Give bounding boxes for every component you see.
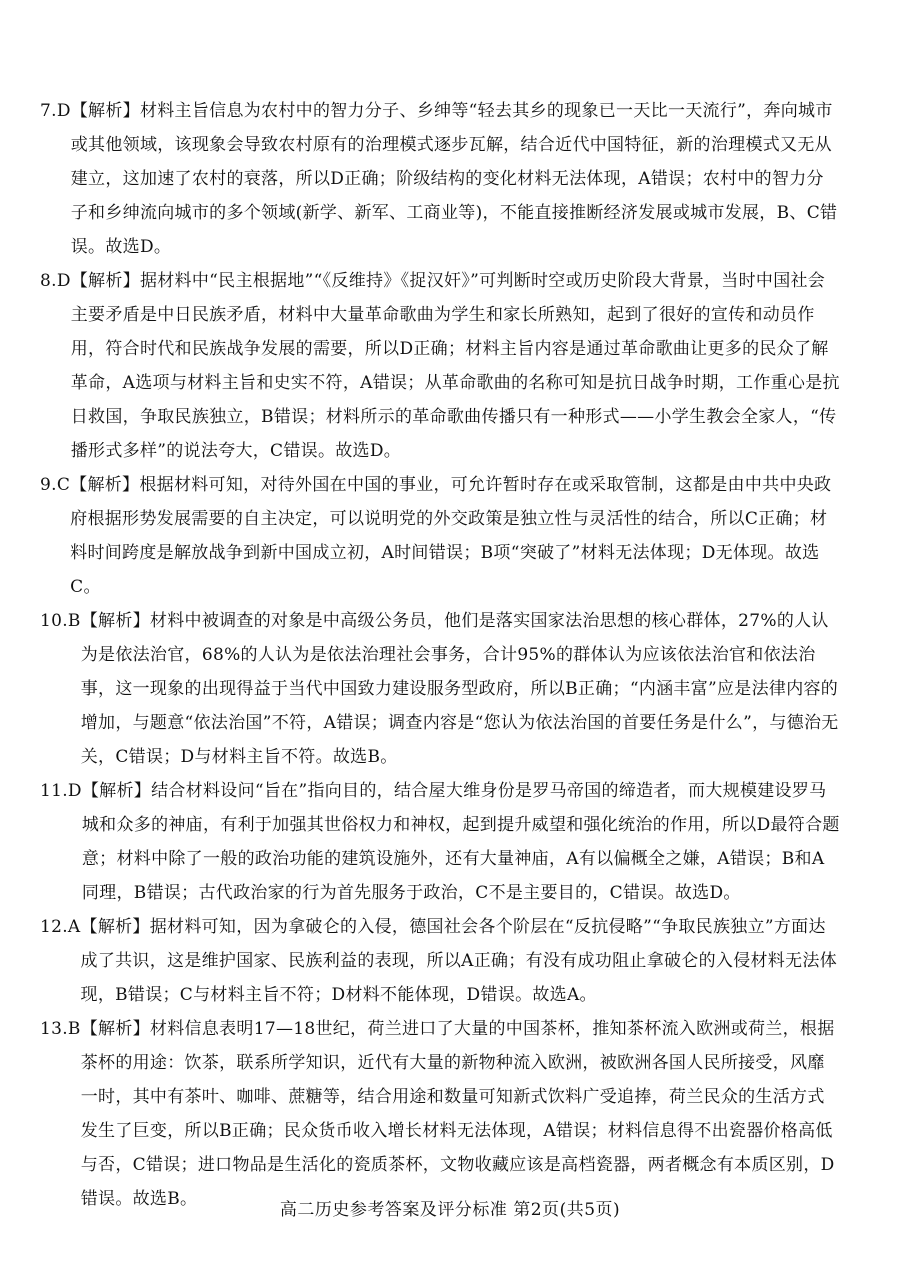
answer-item-9 (40, 468, 840, 604)
page-footer: 高二历史参考答案及评分标准 第2页(共5页) (279, 1200, 621, 1220)
answer-item-8 (40, 264, 840, 468)
answer-item-12 (40, 910, 840, 1012)
answer-explanation: 【解析】据材料中“民主根据地”“《反维持》《捉汉奸》”可判断时空或历史阶段大背景，当时中国社会主要矛盾是中日民族矛盾，材料中大量革命歌曲为学生和家长所熟知，起到了很好的宣传和动员作用，符合时代和民族战争发展的需要，所以D正确；材料主旨内容是通过革命歌曲让更多的民众了解革命，A选项与材料主旨和史实不符，A错误；从革命歌曲的名称可知是抗日战争时期，工作重心是抗日救国，争取民族独立，B错误；材料所示的革命歌曲传播只有一种形式——小学生教会全家人，“传播形式多样”的说法夸大，C错误。故选D。 (70, 271, 840, 461)
answer-explanation: 【解析】材料主旨信息为农村中的智力分子、乡绅等“轻去其乡的现象已一天比一天流行”，奔向城市或其他领域，该现象会导致农村原有的治理模式逐步瓦解，结合近代中国特征，新的治理模式又无从建立，这加速了农村的衰落，所以D正确；阶级结构的变化材料无法体现，A错误；农村中的智力分子和乡绅流向城市的多个领域(新学、新军、工商业等)，不能直接推断经济发展或城市发展，B、C错误。故选D。 (70, 101, 838, 257)
answer-number: 7.D (40, 101, 71, 121)
answer-item-7 (40, 94, 840, 264)
answer-explanation: 【解析】据材料可知，因为拿破仑的入侵，德国社会各个阶层在“反抗侵略”“争取民族独立”方面达成了共识，这是维护国家、民族利益的表现，所以A正确；有没有成功阻止拿破仑的入侵材料无法体现，B错误；C与材料主旨不符；D材料不能体现，D错误。故选A。 (80, 917, 837, 1005)
answer-number: 13.B (40, 1019, 81, 1039)
answer-explanation: 【解析】材料中被调查的对象是中高级公务员，他们是落实国家法治思想的核心群体，27%的人认为是依法治官，68%的人认为是依法治理社会事务，合计95%的群体认为应该依法治官和依法治事，这一现象的出现得益于当代中国致力建设服务型政府，所以B正确；“内涵丰富”应是法律内容的增加，与题意“依法治国”不符，A错误；调查内容是“您认为依法治国的首要任务是什么”，与德治无关，C错误；D与材料主旨不符。故选B。 (80, 611, 839, 767)
answer-item-11 (40, 774, 840, 910)
answer-number: 8.D (40, 271, 71, 291)
answer-item-10 (40, 604, 840, 774)
answer-explanation: 【解析】材料信息表明17—18世纪，荷兰进口了大量的中国茶杯，推知茶杯流入欧洲或荷兰，根据茶杯的用途：饮茶，联系所学知识，近代有大量的新物种流入欧洲，被欧洲各国人民所接受，风靡一时，其中有茶叶、咖啡、蔗糖等，结合用途和数量可知新式饮料广受追捧，荷兰民众的生活方式发生了巨变，所以B正确；民众货币收入增长材料无法体现，A错误；材料信息得不出瓷器价格高低与否，C错误；进口物品是生活化的瓷质茶杯，文物收藏应该是高档瓷器，两者概念有本质区别，D错误。故选B。 (80, 1019, 835, 1209)
answer-explanation: 【解析】根据材料可知，对待外国在中国的事业，可允许暂时存在或采取管制，这都是由中共中央政府根据形势发展需要的自主决定，可以说明党的外交政策是独立性与灵活性的结合，所以C正确；材料时间跨度是解放战争到新中国成立初，A时间错误；B项“突破了”材料无法体现；D无体现。故选C。 (70, 475, 832, 597)
answer-list (40, 94, 840, 1216)
answer-number: 12.A (40, 917, 81, 937)
answer-explanation: 【解析】结合材料设问“旨在”指向目的，结合屋大维身份是罗马帝国的缔造者，而大规模建设罗马城和众多的神庙，有利于加强其世俗权力和神权，起到提升威望和强化统治的作用，所以D最符合题意；材料中除了一般的政治功能的建筑设施外，还有大量神庙，A有以偏概全之嫌，A错误；B和A同理，B错误；古代政治家的行为首先服务于政治，C不是主要目的，C错误。故选D。 (81, 781, 840, 903)
answer-number: 10.B (40, 611, 81, 631)
answer-number: 9.C (40, 475, 71, 495)
answer-item-13 (40, 1012, 840, 1216)
answer-number: 11.D (40, 781, 82, 801)
